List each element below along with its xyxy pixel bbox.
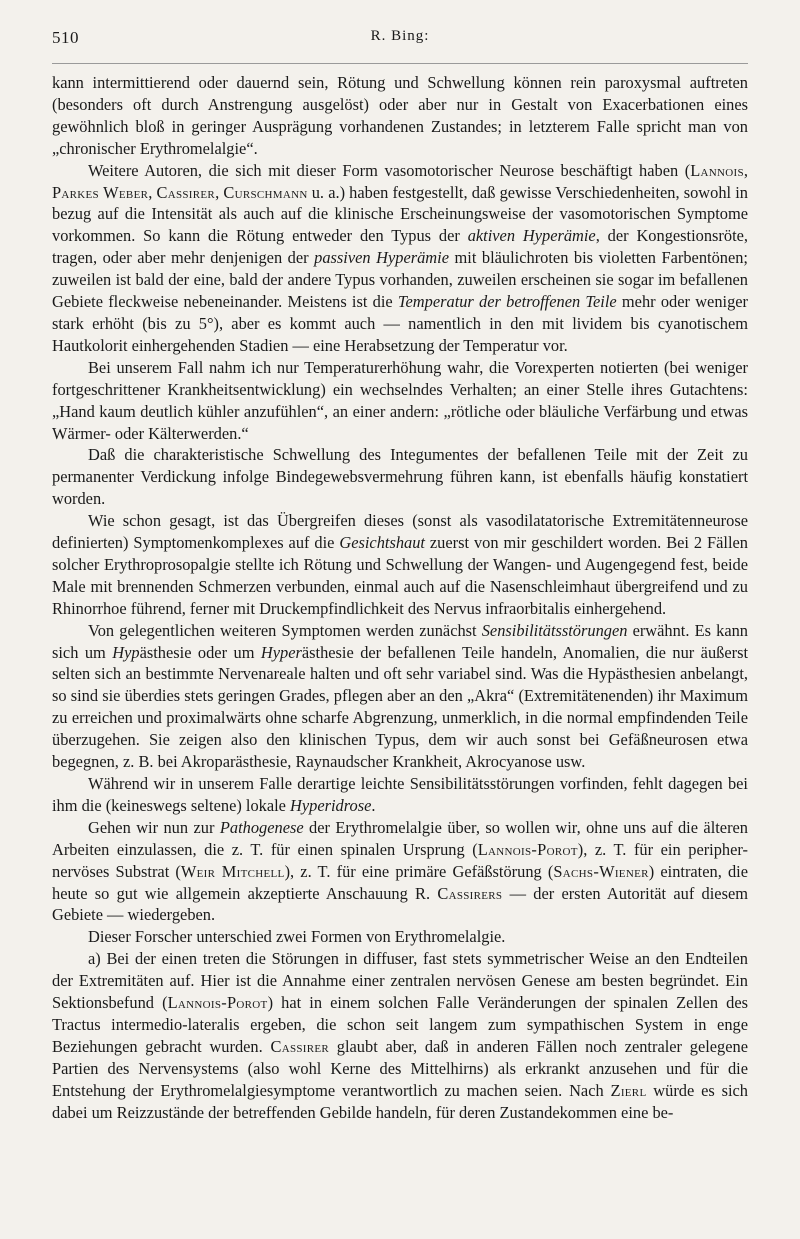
- text-segment: mehr oder weniger stark erhöht (bis zu 5°), aber es kommt auch — namentlich in den mit lividem bis cyanotischem Hautkolorit einhergehenden Stadien — eine Herabsetzung der Temperatur vor.: [52, 292, 748, 355]
- text-segment: kann intermittierend oder dauernd sein, Rötung und Schwellung können rein paroxysmal auftreten (besonders oft durch Anstrengung ausgelöst) oder aber nur in Gestalt von Exacerbationen eines gewöhnlich bloß in geringer Ausprägung vorhandenen Zustandes; in letzterem Falle spricht man von „chronischer Erythromelalgie“.: [52, 73, 748, 158]
- text-segment: ,: [215, 182, 224, 202]
- paragraph: [52, 357, 748, 445]
- text-segment: u. a.) haben festgestellt, daß gewisse Verschiedenheiten, sowohl in bezug auf die Intensität als auch auf die klinische Erscheinungsweise der vasomotorischen Symptome vorkommen. So kann die Rötung entweder den Typus der: [52, 182, 748, 246]
- author-name: Lannois: [690, 160, 744, 180]
- author-name: Weir Mitchell: [180, 861, 285, 881]
- italic-emphasis: Gesichtshaut: [339, 533, 425, 553]
- text-segment: Wie schon gesagt, ist das Übergreifen dieses (sonst als vasodilatatorische Extremitätenneurose definierten) Symptomenkomplexes auf die: [52, 511, 748, 553]
- text-segment: erwähnt. Es kann sich um: [52, 620, 748, 662]
- italic-emphasis: Hyp: [112, 642, 140, 662]
- author-name: Cassirer: [156, 182, 216, 202]
- text-segment: Während wir in unserem Falle derartige leichte Sensibilitätsstörungen vorfinden, fehlt dagegen bei ihm die (keineswegs seltene) lokale: [52, 774, 748, 815]
- paragraph: [52, 510, 748, 620]
- text-segment: Weitere Autoren, die sich mit dieser Form vasomotorischer Neurose beschäftigt haben (: [88, 160, 691, 180]
- text-segment: zuerst von mir geschildert worden. Bei 2 Fällen solcher Erythroprosopalgie stellte ich Rötung und Schwellung der Wangen- und Augengegend fest, beide Male mit brennenden Schmerzen verbunden, einmal auch auf die Nasenschleimhaut übergreifend und zu Rhinorrhoe führend, ferner mit Druckempfindlichkeit des Nervus infraorbitalis einhergehend.: [52, 533, 748, 618]
- author-name: Parkes Weber: [52, 182, 149, 202]
- text-segment: Daß die charakteristische Schwellung des Integumentes der befallenen Teile mit der Zeit zu permanenter Verdickung infolge Bindegewebsvermehrung führen kann, ist ebenfalls häufig konstatiert worden.: [52, 445, 748, 509]
- text-segment: glaubt aber, daß in anderen Fällen noch zentraler gelegene Partien des Nervensystems (also wohl Kerne des Mittelhirns) als erkrankt anzusehen und für die Entstehung der Erythromelalgiesymptome verantwortlich zu machen seien. Nach: [52, 1036, 748, 1100]
- text-segment: Gehen wir nun zur: [88, 817, 220, 837]
- page-header: [52, 28, 748, 58]
- author-name: Cassirers: [437, 883, 503, 903]
- paragraph: [52, 160, 748, 357]
- text-segment: ), z. T. für eine primäre Gefäßstörung (: [284, 861, 554, 881]
- text-segment: ,: [743, 160, 748, 180]
- author-name: Cassirer: [270, 1036, 330, 1056]
- italic-emphasis: Hyperidrose: [290, 795, 372, 815]
- italic-emphasis: Sensibilitätsstörungen: [481, 620, 628, 640]
- text-segment: Dieser Forscher unterschied zwei Formen von Erythromelalgie.: [88, 927, 506, 947]
- text-segment: — der ersten Autorität auf diesem Gebiete — wiedergeben.: [52, 883, 748, 925]
- text-segment: ) eintraten, die heute so gut wie allgemein akzeptierte Anschauung R.: [52, 861, 748, 903]
- header-rule: [52, 63, 748, 64]
- body-text: [52, 72, 748, 1124]
- italic-emphasis: Pathogenese: [219, 817, 304, 837]
- author-name: Zierl: [610, 1080, 647, 1100]
- text-segment: ) hat in einem solchen Falle Veränderungen der spinalen Zellen des Tractus intermedio-lateralis ergeben, die schon seit langem zum sympathischen System in enge Beziehungen gebracht wurden.: [52, 993, 748, 1056]
- italic-emphasis: aktiven Hyperämie: [467, 226, 596, 246]
- italic-emphasis: passiven Hyperämie: [314, 248, 449, 268]
- text-segment: ,: [148, 182, 157, 202]
- author-name: Curschmann: [223, 182, 308, 202]
- paragraph: [52, 620, 748, 773]
- text-segment: Von gelegentlichen weiteren Symptomen werden zunächst: [88, 620, 482, 640]
- author-name: Lannois-Porot: [167, 993, 268, 1013]
- text-segment: , der Kongestionsröte, tragen, oder aber mehr denjenigen der: [52, 226, 748, 268]
- page-number: 510: [52, 28, 79, 47]
- paragraph: [52, 817, 748, 927]
- text-segment: ), z. T. für ein peripher-nervöses Substrat (: [52, 839, 748, 881]
- paragraph: [52, 72, 748, 160]
- text-segment: Bei unserem Fall nahm ich nur Temperaturerhöhung wahr, die Vorexperten notierten (bei weniger fortgeschrittener Krankheitsentwicklung) ein wechselndes Verhalten; an einer Stelle ihres Gutachtens: „Hand kaum deutlich kühler anzufühlen“, an einer andern: „rötliche oder bläuliche Verfärbung und etwas Wärmer- oder Kälterwerden.“: [52, 357, 748, 443]
- paragraph: [52, 444, 748, 510]
- author-name: Lannois-Porot: [477, 839, 578, 859]
- text-segment: der Erythromelalgie über, so wollen wir, ohne uns auf die älteren Arbeiten einzulassen, die z. T. für einen spinalen Ursprung (: [52, 817, 749, 859]
- text-segment: würde es sich dabei um Reizzustände der betreffenden Gebilde handeln, für deren Zustandekommen eine be-: [52, 1080, 748, 1122]
- italic-emphasis: Hyper: [260, 642, 302, 662]
- text-segment: ästhesie oder um: [139, 642, 261, 662]
- running-head: R. Bing:: [370, 28, 430, 44]
- paragraph: [52, 948, 748, 1123]
- author-name: Sachs-Wiener: [553, 861, 649, 881]
- text-segment: a) Bei der einen treten die Störungen in diffuser, fast stets symmetrischer Weise an den Endteilen der Extremitäten auf. Hier ist die Annahme einer zentralen nervösen Genese am besten begründet. Ein Sektionsbefund (: [52, 949, 748, 1013]
- text-segment: ästhesie der befallenen Teile handeln, Anomalien, die nur äußerst selten sich an bestimmte Nervenareale halten und oft sehr variabel sind. Was die Hypästhesien anbelangt, so sind sie überdies stets geringen Grades, pflegen aber an den „Akra“ (Extremitätenenden) ihr Maximum zu erreichen und proximalwärts ohne scharfe Abgrenzung, unmerklich, in die normal empfindenden Teile überzugehen. Sie zeigen also den klinischen Typus, dem wir auch sonst bei Gefäßneurosen etwa begegnen, z. B. bei Akroparästhesie, Raynaudscher Krankheit, Akrocyanose usw.: [52, 642, 749, 772]
- paragraph: [52, 926, 748, 948]
- text-segment: mit bläulichroten bis violetten Farbentönen; zuweilen ist bald der eine, bald der andere Typus vorhanden, zuweilen erscheinen sie sogar im befallenen Gebiete fleckweise nebeneinander. Meistens ist die: [52, 248, 748, 312]
- italic-emphasis: Temperatur der betroffenen Teile: [397, 292, 617, 312]
- paragraph: [52, 773, 748, 817]
- text-segment: .: [371, 795, 376, 815]
